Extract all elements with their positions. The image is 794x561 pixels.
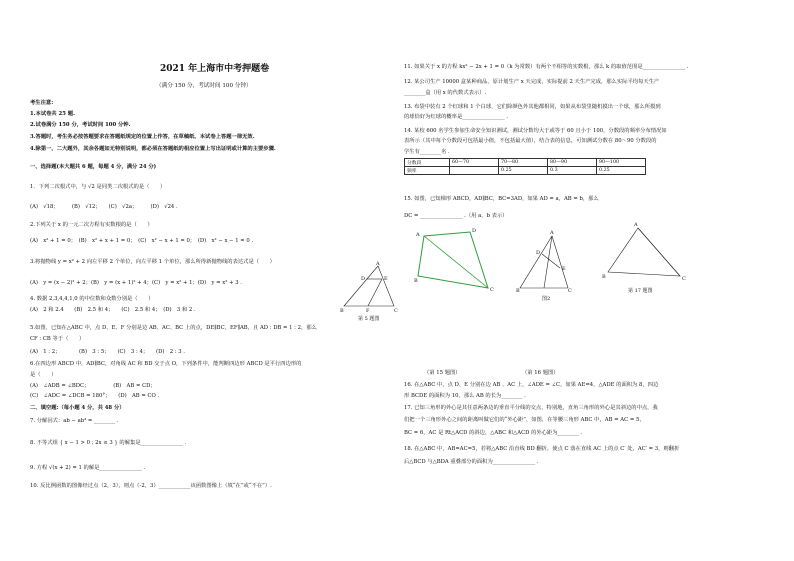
q12-line1: 12. 某公司生产 10000 盒某种商品，原计划生产 x 天完成，实际提前 2 天生产完成，那么实际平均每天生产 [404,79,660,85]
q18-line1: 18. 在△ABC 中，AB=AC=5，若将△ABC 沿直线 BD 翻折，使点 C 落在直线 AC 上的点 C′ 处，AC′ = 3，则翻折 [404,446,680,452]
q6-stem-line2: 是（ ） [30,372,57,378]
fig2-label-d: D [536,250,541,256]
q5-figure [340,262,400,322]
q14-line1: 14. 某校 600 名学生参加生命安全知识测试，测试分数均大于或等于 60 且小于 100，分数段的频率分布情况如 [404,128,667,134]
fig2-segment [542,254,560,268]
table-cell [450,167,499,175]
q14-line3: 学生有________名 . [404,149,450,155]
q5-triangle [344,266,394,306]
table-cell: 70—80 [499,159,548,167]
q6-stem-line1: 6.在四边形 ABCD 中，AD∥BC，对角线 AC 和 BD 交于点 O，下列条件中，能判断四边形 ABCD 是平行四边形的 [30,361,302,367]
table-cell: 分数段 [405,159,450,167]
note-item: 3.答题时，考生务必按答题要求在答题纸规定的位置上作答，在草稿纸、本试卷上答题一律无效. [30,134,255,140]
q15-label-c: C [490,287,494,293]
q15-label-b: B [414,278,418,284]
q15-line2: DC = ________________ .（用 a，b 表示） [404,213,508,219]
table-cell: 90—100 [597,159,646,167]
exam-title: 2021 年上海市中考押题卷 [160,64,270,74]
q2-options: (A) x² + 1 = 0； (B) x² + x + 1 = 0； (C) x² − x + 1 = 0； (D) x² − x − 1 = 0 . [30,238,254,244]
q13-line1: 13. 布袋中装有 2 个红球和 1 个白球，它们除颜色外其他都相同，如果从布袋里随机摸出一个球，那么所摸到 [404,104,661,110]
q2-stem: 2.下列关于 x 的一元二次方程有实数根的是（ ） [30,222,153,228]
section-choice-heading: 一、选择题(本大题共 6 题，每题 4 分，满分 24 分) [30,164,157,170]
table-cell: 0.25 [597,167,646,175]
fig17-label-c: C [682,276,686,282]
figure-2 [516,232,576,302]
left-column [30,0,398,561]
q5-label-f: F [366,308,370,314]
q16-figure-caption: （第 16 题图） [522,370,559,376]
q17-line3: BC = 6，AC 是 Rt△ACD 的斜边，△ABC 和△ACD 的外心距为________ . [404,430,583,436]
q6-option-ab: (A) ∠ADB = ∠BDC； (B) AB = CD； [30,383,156,389]
q17-line1: 17. 已知三角形的外心是其任意两条边的垂直平分线的交点，特别地，直角三角形的外心是其斜边的中点，我 [404,405,658,411]
q18-line2: 后△BCD 与△BDA 重叠部分的面积为________________ . [404,459,539,465]
note-item: 2.试卷满分 150 分，考试时间 100 分钟. [30,122,131,128]
fig2-label-c: C [568,288,572,294]
frequency-table [404,158,646,175]
q15-diagonal [424,236,488,288]
q16-line2: 形 BCDE 的面积为 10，那么 AB 的长为________ . [404,393,526,399]
fig2-triangle [520,236,568,288]
q5-label-c: C [394,308,398,314]
fig17-caption: 第 17 题图 [628,288,653,294]
table-cell: 0.25 [499,167,548,175]
q15-label-d: D [472,228,477,234]
q15-figure [414,228,494,298]
note-item: 1.本试卷共 25 题. [30,111,75,117]
q5-segment-ef [368,279,382,306]
q16-line1: 16. 在△ABC 中，点 D、E 分别在边 AB 、AC 上，∠ADE = ∠C，如果 AE=4，△ADE 的面积为 8，四边 [404,382,659,388]
fig2-label-e: E [562,266,566,272]
fig17-label-b: B [602,274,606,280]
q5-stem-line2: CF : CB 等于（ ） [30,336,85,342]
fig17-label-a: A [634,222,638,228]
q3-options: (A) y = (x − 2)² + 2；(B) y = (x + 1)² + 4；(C) y = x² + 1；(D) y = x² + 3 . [30,280,242,286]
q14-line2: 表所示（其中每个分数段可包括最小值，不包括最大值），结合表的信息，可知测试分数在 80～90 分数段的 [404,138,657,144]
q5-figure-caption: 第 5 题图 [358,316,380,322]
table-row [405,159,646,167]
q15-line1: 15. 如图，已知梯形 ABCD，AD∥BC，BC=3AD，如果 AD = a，AB = b，那么 [404,196,599,202]
fig2-label-a: A [550,230,554,236]
q4-options: (A) 2 和 2.4 (B) 2.5 和 4； (C) 2.5 和 4； (D) 3 和 2 . [30,307,196,313]
q8: 8. 不等式组 { x − 1 > 0 ; 2x ≤ 3 } 的解集是________________ . [30,440,187,446]
q10: 10. 反比例函数的图像经过点（2，3），则点（-2，3）____________该函数图像上（填“在”或“不在”）. [30,483,272,489]
q7: 7. 分解因式：ab − ab³ = ________ . [30,418,119,424]
table-cell: 80—90 [548,159,597,167]
q5-stem-line1: 5.如图，已知在△ABC 中，点 D、E、F 分别是边 AB、AC、BC 上的点，DE∥BC，EF∥AB，且 AD : DB = 1 : 2，那么 [30,325,317,331]
q5-label-a: A [376,261,380,267]
q1-stem: 1．下列二次根式中，与 √2 是同类二次根式的是（ ） [30,184,166,190]
q5-label-d: D [361,276,366,282]
q13-line2: 的球恰好为红球的概率是________________ . [404,114,509,120]
q17-line2: 们把一个三角形外心之间的距离叫做它们的“外心距”，如图，在等腰三角形 ABC 中，AB = AC = 5， [404,417,645,423]
q5-label-b: B [340,308,344,314]
q1-options: (A) √18； (B) √12； (C) √2a； (D) √24 . [30,204,178,210]
q6-option-cd: (C) ∠ADC = ∠DCB = 180°； (D) AB = CO . [30,393,160,399]
q9: 9. 方程 √(x + 2) = 1 的解是________________ . [30,465,146,471]
q15-label-a: A [416,232,420,238]
q5-label-e: E [384,276,388,282]
q15-figure-caption: （第 15 题图） [424,370,461,376]
fig2-label-b: B [516,288,520,294]
fig2-segment [544,236,552,288]
table-row [405,167,646,175]
q11: 11. 如果关于 x 的方程 kx² − 2x + 1 = 0（k 为常数）有两个不相等的实数根，那么 k 的取值范围是________________ . [404,64,689,70]
exam-subtitle: （满分 150 分，考试时间 100 分钟） [156,83,252,89]
q4-stem: 4. 数据 2,3,4,4,1,0 的中位数和众数分别是（ ） [30,296,154,302]
table-cell: 频率 [405,167,450,175]
section-fill-heading: 二、填空题:（每小题 4 分，共 48 分） [30,405,125,411]
note-item: 4.除第一、二大题外，其余各题如无特别说明，都必须在答题纸的相应位置上写出证明或计算的主要步骤. [30,146,276,152]
right-column [404,0,774,561]
q3-stem: 3.将抛物线 y = x² + 2 向左平移 2 个单位，向左平移 1 个单位，那么所得新抛物线的表达式是（ ） [30,259,275,265]
table-cell: 60—70 [450,159,499,167]
table-cell: 0.3 [548,167,597,175]
q5-options: (A) 1 : 2； (B) 3 : 5； (C) 3 : 4； (D) 2 : 3 . [30,349,185,355]
figure-17 [602,222,692,296]
fig2-caption: 图2 [542,296,551,302]
q12-line2: ________盒（用 x 的代数式表示）. [404,90,487,96]
fig17-segment [638,228,680,276]
notes-heading: 考生注意: [30,100,54,106]
